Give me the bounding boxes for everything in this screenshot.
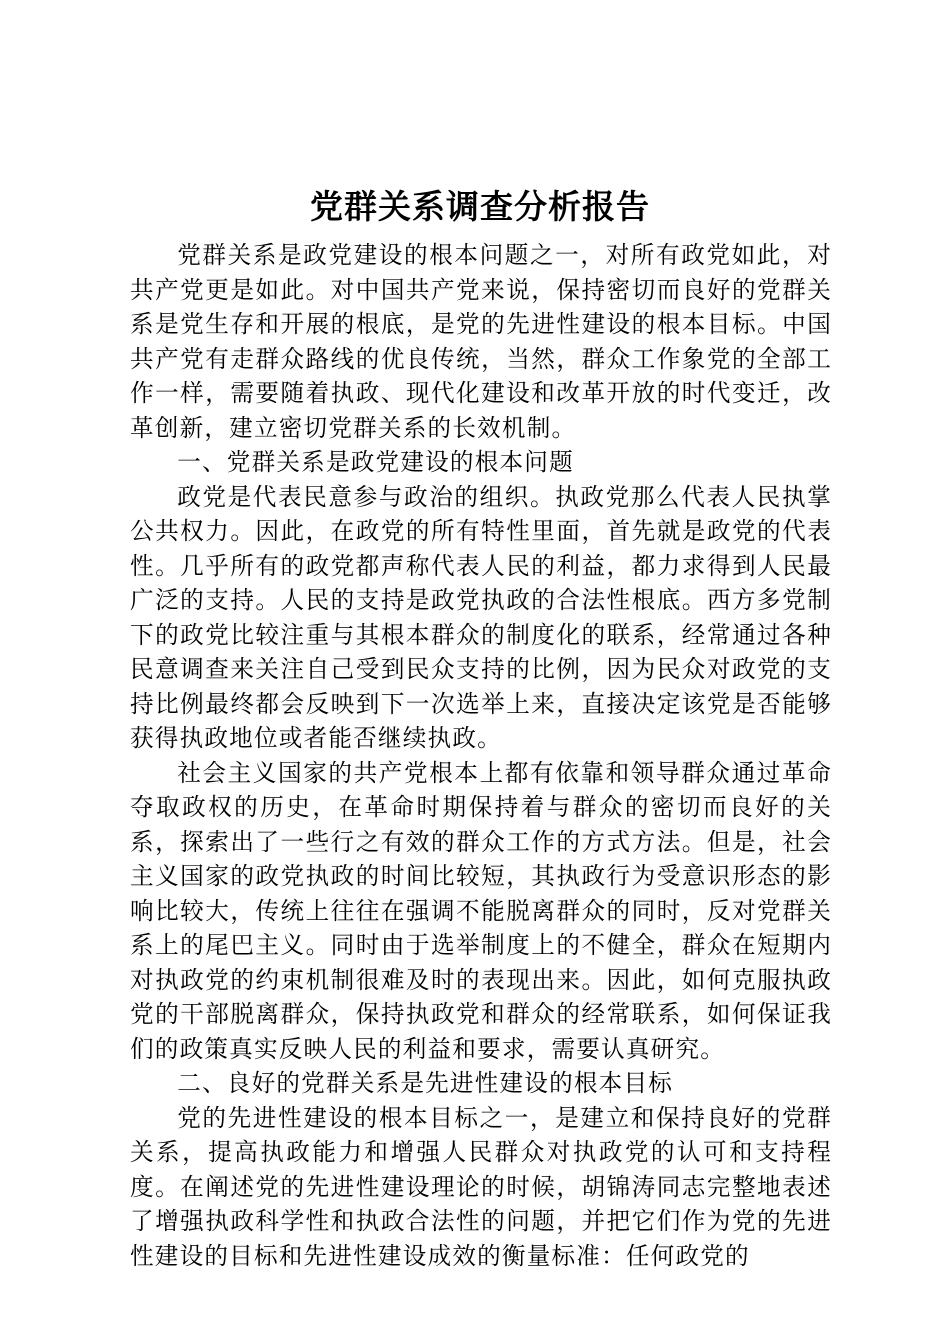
body-paragraph: 党的先进性建设的根本目标之一，是建立和保持良好的党群关系，提高执政能力和增强人民群众对执政党的认可和支持程度。在阐述党的先进性建设理论的时候，胡锦涛同志完整地表述了增强执政科学性和执政合法性的问题，并把它们作为党的先进性建设的目标和先进性建设成效的衡量标准：任何政党的 [130,1103,832,1270]
body-paragraph: 社会主义国家的共产党根本上都有依靠和领导群众通过革命夺取政权的历史，在革命时期保持着与群众的密切而良好的关系，探索出了一些行之有效的群众工作的方式方法。但是，社会主义国家的政党执政的时间比较短，其执政行为受意识形态的影响比较大，传统上往往在强调不能脱离群众的同时，反对党群关系上的尾巴主义。同时由于选举制度上的不健全，群众在短期内对执政党的约束机制很难及时的表现出来。因此，如何克服执政党的干部脱离群众，保持执政党和群众的经常联系，如何保证我们的政策真实反映人民的利益和要求，需要认真研究。 [130,758,832,1063]
section-heading-2: 二、良好的党群关系是先进性建设的根本目标 [177,1069,674,1097]
intro-paragraph: 党群关系是政党建设的根本问题之一，对所有政党如此，对共产党更是如此。对中国共产党来说，保持密切而良好的党群关系是党生存和开展的根底，是党的先进性建设的根本目标。中国共产党有走群众路线的优良传统，当然，群众工作象党的全部工作一样，需要随着执政、现代化建设和改革开放的时代变迁，改革创新，建立密切党群关系的长效机制。 [130,241,832,442]
document-title: 党群关系调查分析报告 [310,187,650,226]
document-body [130,238,832,1273]
section-heading-1: 一、党群关系是政党建设的根本问题 [177,448,574,476]
body-paragraph: 政党是代表民意参与政治的组织。执政党那么代表人民执掌公共权力。因此，在政党的所有特性里面，首先就是政党的代表性。几乎所有的政党都声称代表人民的利益，都力求得到人民最广泛的支持。人民的支持是政党执政的合法性根底。西方多党制下的政党比较注重与其根本群众的制度化的联系，经常通过各种民意调查来关注自己受到民众支持的比例，因为民众对政党的支持比例最终都会反映到下一次选举上来，直接决定该党是否能够获得执政地位或者能否继续执政。 [130,482,832,752]
